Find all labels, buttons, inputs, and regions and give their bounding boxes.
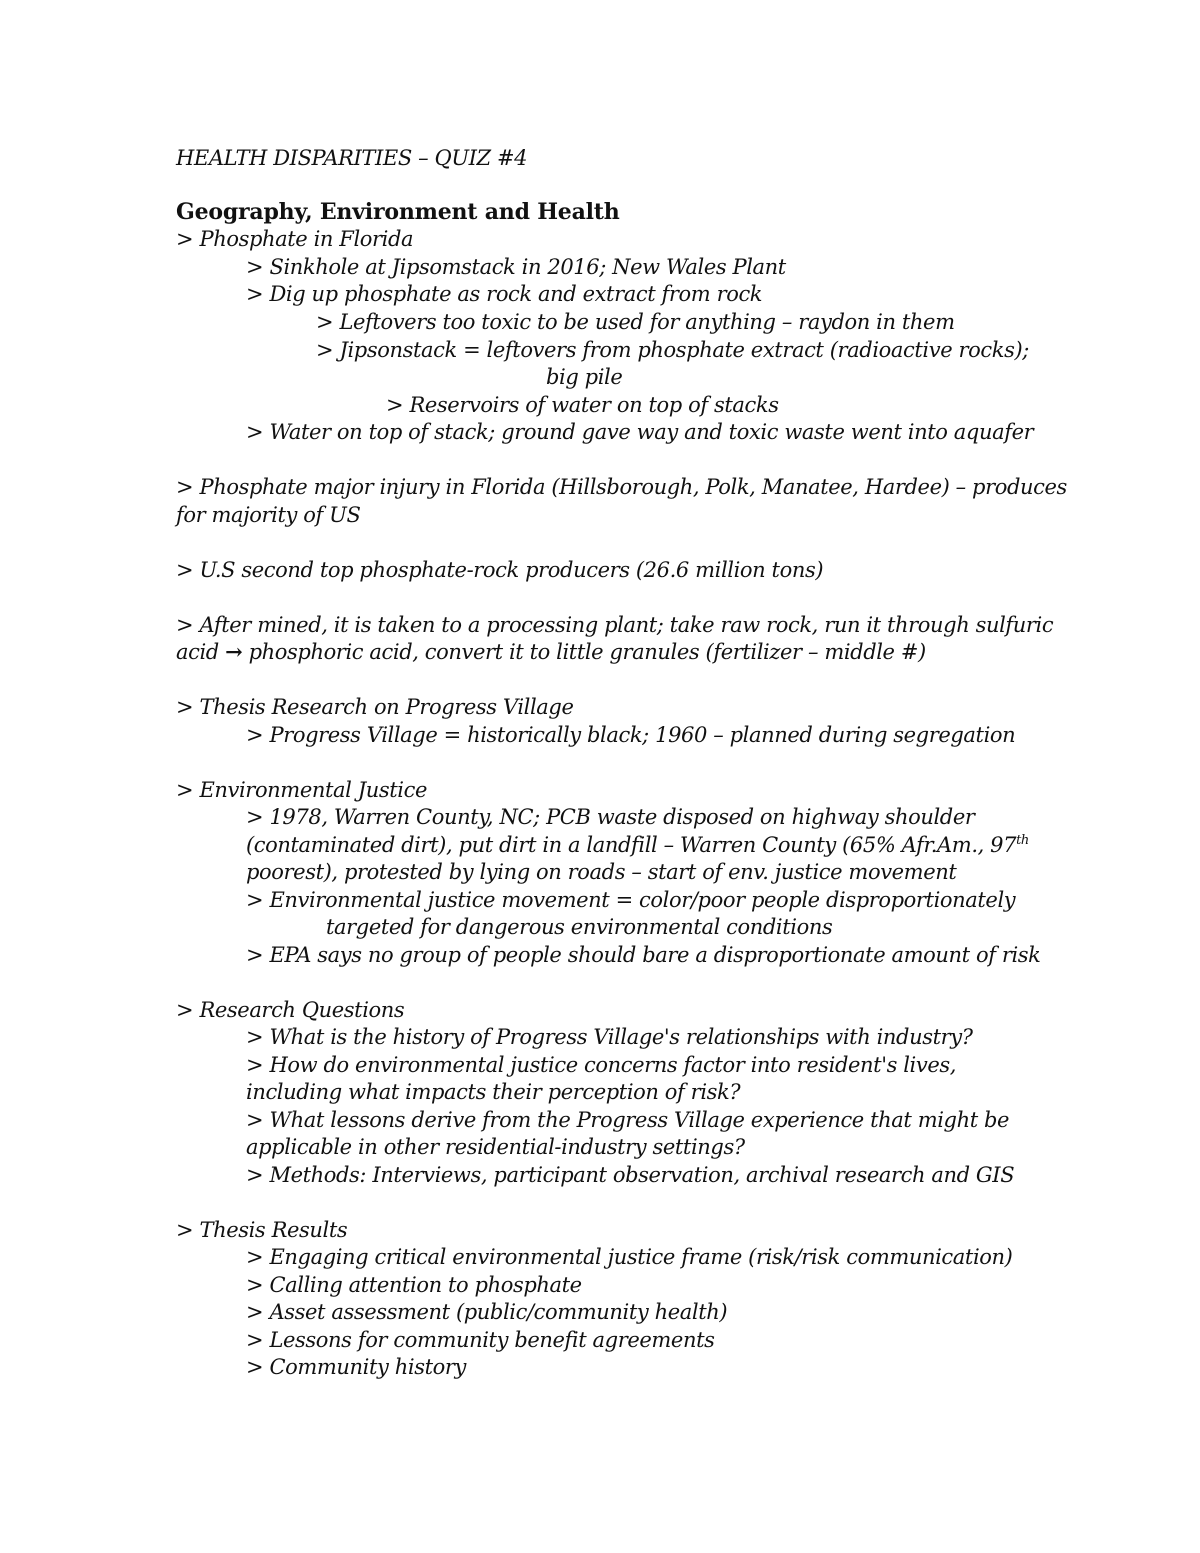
superscript: th <box>1016 833 1029 848</box>
note-line: > Phosphate in Florida <box>176 227 414 251</box>
note-line: > Lessons for community benefit agreements <box>246 1328 715 1352</box>
note-line <box>246 831 1029 859</box>
note-line: > Community history <box>246 1355 466 1379</box>
note-text: (contaminated dirt), put dirt in a landfill – Warren County (65% Afr.Am., 97 <box>246 833 1017 857</box>
note-line: applicable in other residential-industry settings? <box>246 1135 745 1159</box>
note-line: > What lessons derive from the Progress Village experience that might be <box>246 1108 1010 1132</box>
note-line: > Reservoirs of water on top of stacks <box>386 393 779 417</box>
note-line: for majority of US <box>176 503 361 527</box>
note-line: > Environmental Justice <box>176 778 427 802</box>
note-line: > EPA says no group of people should bare a disproportionate amount of risk <box>246 943 1041 967</box>
note-line: > Sinkhole at Jipsomstack in 2016; New Wales Plant <box>246 255 786 279</box>
note-line: > After mined, it is taken to a processing plant; take raw rock, run it through sulfuric <box>176 613 1054 637</box>
note-line: > Thesis Results <box>176 1218 348 1242</box>
note-line: > 1978, Warren County, NC; PCB waste disposed on highway shoulder <box>246 805 975 829</box>
note-line: > Engaging critical environmental justice frame (risk/risk communication) <box>246 1245 1013 1269</box>
note-line: > Jipsonstack = leftovers from phosphate extract (radioactive rocks); <box>316 338 1029 362</box>
note-line: > What is the history of Progress Village's relationships with industry? <box>246 1025 973 1049</box>
note-line: > Leftovers too toxic to be used for anything – raydon in them <box>316 310 955 334</box>
note-line: including what impacts their perception of risk? <box>246 1080 741 1104</box>
note-line: > U.S second top phosphate-rock producers (26.6 million tons) <box>176 558 824 582</box>
note-line: big pile <box>546 365 623 389</box>
note-line: > Phosphate major injury in Florida (Hillsborough, Polk, Manatee, Hardee) – produces <box>176 475 1067 499</box>
note-line: > Water on top of stack; ground gave way and toxic waste went into aquafer <box>246 420 1034 444</box>
note-line: > Calling attention to phosphate <box>246 1273 582 1297</box>
note-line: > Thesis Research on Progress Village <box>176 695 574 719</box>
note-line: > Progress Village = historically black; 1960 – planned during segregation <box>246 723 1016 747</box>
note-line: > Methods: Interviews, participant observation, archival research and GIS <box>246 1163 1015 1187</box>
note-line: > Dig up phosphate as rock and extract from rock <box>246 282 763 306</box>
section-heading: Geography, Environment and Health <box>176 199 620 225</box>
right-arrow-icon: → <box>225 639 243 664</box>
note-line: > Asset assessment (public/community health) <box>246 1300 728 1324</box>
note-text: phosphoric acid, convert it to little granules (fertilizer – middle #) <box>248 640 926 664</box>
note-line <box>176 638 926 666</box>
document-header: HEALTH DISPARITIES – QUIZ #4 <box>176 146 528 170</box>
note-line: targeted for dangerous environmental conditions <box>326 915 833 939</box>
note-line: poorest), protested by lying on roads – start of env. justice movement <box>246 860 957 884</box>
note-line: > Research Questions <box>176 998 405 1022</box>
note-line: > How do environmental justice concerns factor into resident's lives, <box>246 1053 957 1077</box>
note-line: > Environmental justice movement = color/poor people disproportionately <box>246 888 1016 912</box>
note-text: acid <box>176 640 219 664</box>
